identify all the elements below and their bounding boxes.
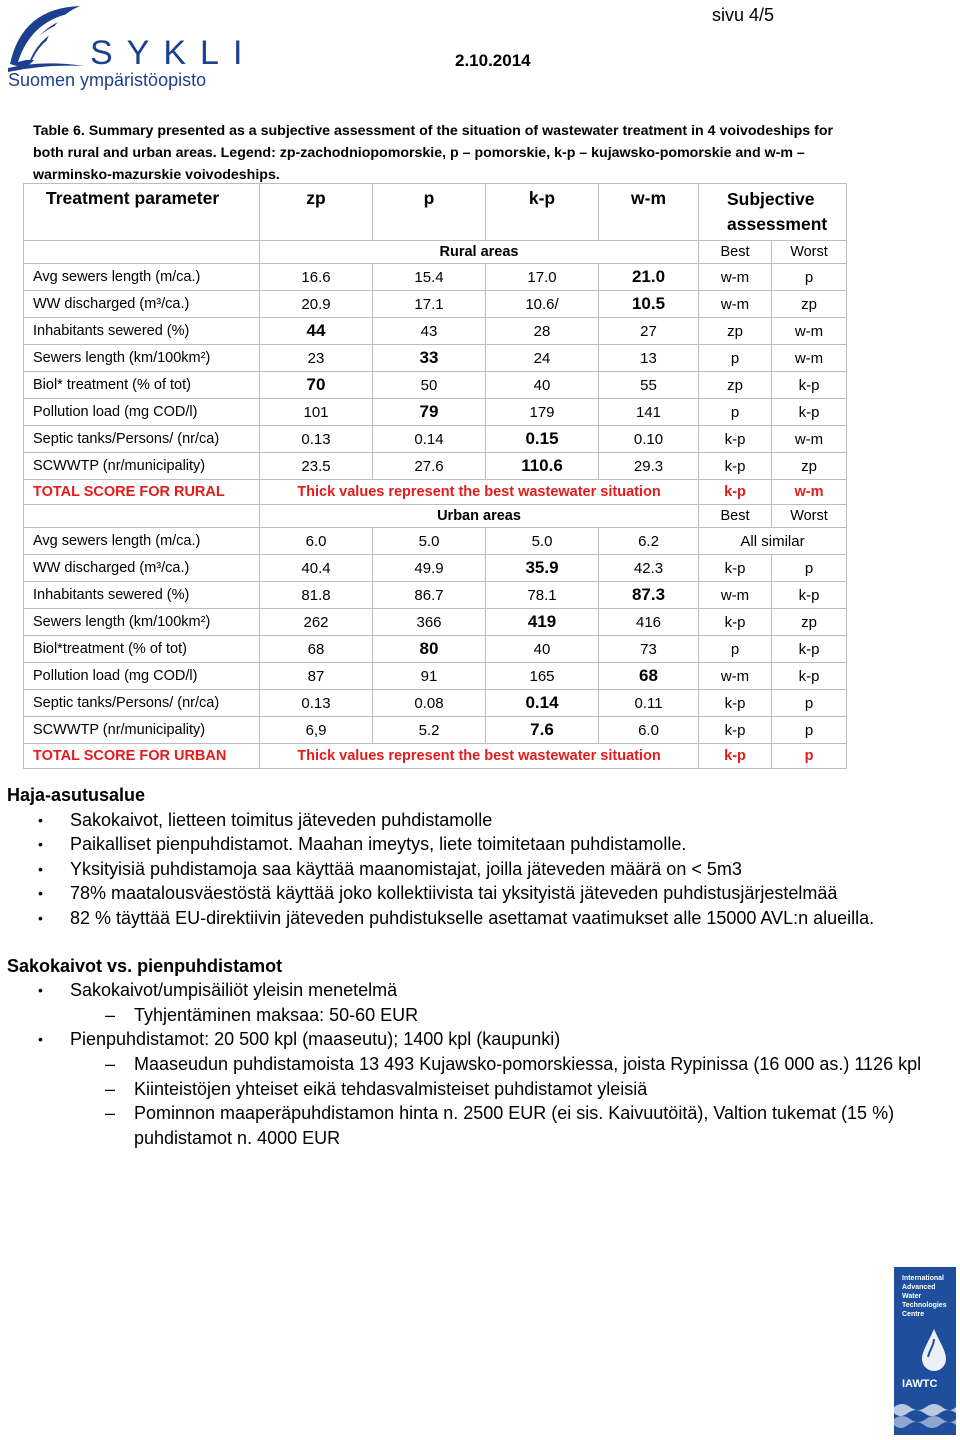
urban-cell-zp: 6.0 — [260, 528, 373, 555]
urban-section-row — [24, 505, 847, 528]
notes-body — [7, 783, 927, 1150]
rural-row-label: Pollution load (mg COD/l) — [24, 399, 260, 426]
table-row — [24, 555, 847, 582]
rural-cell-zp: 16.6 — [260, 264, 373, 291]
bullet-list — [7, 978, 927, 1150]
rural-cell-zp: 0.13 — [260, 426, 373, 453]
urban-total-row — [24, 744, 847, 769]
urban-total-worst: p — [772, 744, 847, 769]
rural-cell-kp: 24 — [486, 345, 599, 372]
urban-row-label: Septic tanks/Persons/ (nr/ca) — [24, 690, 260, 717]
rural-best: zp — [699, 318, 772, 345]
urban-cell-wm: 0.11 — [599, 690, 699, 717]
urban-cell-zp: 40.4 — [260, 555, 373, 582]
urban-cell-kp: 0.14 — [486, 690, 599, 717]
rural-best: p — [699, 399, 772, 426]
urban-worst: zp — [772, 609, 847, 636]
urban-cell-wm: 42.3 — [599, 555, 699, 582]
rural-best: k-p — [699, 453, 772, 480]
urban-cell-p: 366 — [373, 609, 486, 636]
rural-cell-kp: 40 — [486, 372, 599, 399]
header-subjective-assessment: Subjective assessment — [699, 184, 847, 241]
table-row — [24, 582, 847, 609]
iawtc-logo — [894, 1267, 956, 1435]
table-row — [24, 609, 847, 636]
urban-row-label: Biol*treatment (% of tot) — [24, 636, 260, 663]
header-p: p — [373, 184, 486, 241]
table-row — [24, 318, 847, 345]
urban-row-label: Avg sewers length (m/ca.) — [24, 528, 260, 555]
urban-best: k-p — [699, 717, 772, 744]
badge-line-5: Centre — [902, 1311, 925, 1318]
urban-section-blank — [24, 505, 260, 528]
rural-cell-wm: 55 — [599, 372, 699, 399]
urban-cell-zp: 87 — [260, 663, 373, 690]
list-item: – Kiinteistöjen yhteiset eikä tehdasvalmisteiset puhdistamot yleisiä — [7, 1077, 927, 1102]
urban-cell-kp: 5.0 — [486, 528, 599, 555]
urban-worst: p — [772, 690, 847, 717]
rural-best: w-m — [699, 264, 772, 291]
rural-worst: zp — [772, 453, 847, 480]
rural-cell-wm: 10.5 — [599, 291, 699, 318]
rural-total-note: Thick values represent the best wastewater situation — [260, 480, 699, 505]
urban-worst: k-p — [772, 636, 847, 663]
table-row — [24, 528, 847, 555]
table-caption: Table 6. Summary presented as a subjective assessment of the situation of wastewater treatment in 4 voivodeships for both rural and urban areas. Legend: zp-zachodniopomorskie, p – pomorskie, k-p – kujawsko-pomorskie and w-m – warminsko-mazurskie voivodeships. — [33, 123, 834, 183]
urban-total-label: TOTAL SCORE FOR URBAN — [24, 744, 260, 769]
urban-row-label: Inhabitants sewered (%) — [24, 582, 260, 609]
rural-row-label: Septic tanks/Persons/ (nr/ca) — [24, 426, 260, 453]
rural-cell-kp: 10.6/ — [486, 291, 599, 318]
urban-best: w-m — [699, 582, 772, 609]
urban-row-label: Sewers length (km/100km²) — [24, 609, 260, 636]
rural-worst: w-m — [772, 426, 847, 453]
urban-total-note: Thick values represent the best wastewater situation — [260, 744, 699, 769]
rural-worst: w-m — [772, 345, 847, 372]
rural-cell-p: 50 — [373, 372, 486, 399]
section-heading: Haja-asutusalue — [7, 785, 146, 805]
urban-best: w-m — [699, 663, 772, 690]
logo-wordmark: SYKLI — [90, 34, 257, 72]
urban-row-label: SCWWTP (nr/municipality) — [24, 717, 260, 744]
urban-cell-kp: 7.6 — [486, 717, 599, 744]
document-date: 2.10.2014 — [455, 51, 531, 70]
urban-cell-p: 91 — [373, 663, 486, 690]
urban-cell-wm: 87.3 — [599, 582, 699, 609]
list-item: • Yksityisiä puhdistamoja saa käyttää maanomistajat, joilla jäteveden määrä on < 5m3 — [7, 857, 927, 882]
urban-cell-p: 80 — [373, 636, 486, 663]
table-row — [24, 426, 847, 453]
rural-total-best: k-p — [699, 480, 772, 505]
badge-line-2: Advanced — [902, 1284, 936, 1291]
rural-row-label: SCWWTP (nr/municipality) — [24, 453, 260, 480]
urban-worst: p — [772, 555, 847, 582]
rural-cell-p: 43 — [373, 318, 486, 345]
urban-cell-zp: 0.13 — [260, 690, 373, 717]
table-row — [24, 663, 847, 690]
rural-worst: p — [772, 264, 847, 291]
rural-row-label: WW discharged (m³/ca.) — [24, 291, 260, 318]
urban-best: k-p — [699, 690, 772, 717]
rural-best: p — [699, 345, 772, 372]
rural-cell-kp: 28 — [486, 318, 599, 345]
urban-best: k-p — [699, 609, 772, 636]
badge-line-1: International — [902, 1275, 945, 1282]
rural-best-header: Best — [699, 241, 772, 264]
urban-worst: k-p — [772, 582, 847, 609]
urban-cell-wm: 6.2 — [599, 528, 699, 555]
urban-cell-kp: 419 — [486, 609, 599, 636]
rural-cell-zp: 23 — [260, 345, 373, 372]
rural-worst-header: Worst — [772, 241, 847, 264]
table-row — [24, 399, 847, 426]
table-row — [24, 690, 847, 717]
urban-cell-kp: 40 — [486, 636, 599, 663]
bullet-list — [7, 808, 927, 931]
section-heading: Sakokaivot vs. pienpuhdistamot — [7, 955, 283, 976]
badge-acronym: IAWTC — [902, 1378, 938, 1390]
urban-cell-p: 86.7 — [373, 582, 486, 609]
page-number: sivu 4/5 — [712, 5, 775, 25]
badge-line-3: Water — [902, 1293, 922, 1300]
table-row — [24, 345, 847, 372]
rural-total-worst: w-m — [772, 480, 847, 505]
table-row — [24, 636, 847, 663]
table-row — [24, 372, 847, 399]
header-treatment-parameter: Treatment parameter — [24, 184, 260, 241]
urban-cell-wm: 68 — [599, 663, 699, 690]
rural-cell-wm: 0.10 — [599, 426, 699, 453]
header-kp: k-p — [486, 184, 599, 241]
urban-cell-kp: 165 — [486, 663, 599, 690]
list-item: • Pienpuhdistamot: 20 500 kpl (maaseutu); 1400 kpl (kaupunki) — [7, 1027, 927, 1052]
header-zp: zp — [260, 184, 373, 241]
urban-cell-p: 49.9 — [373, 555, 486, 582]
logo-subtitle: Suomen ympäristöopisto — [8, 70, 207, 90]
list-item: • 78% maatalousväestöstä käyttää joko kollektiivista tai yksityistä jäteveden puhdistusjärjestelmää — [7, 881, 927, 906]
rural-cell-zp: 70 — [260, 372, 373, 399]
urban-section-title: Urban areas — [260, 505, 699, 528]
urban-cell-kp: 35.9 — [486, 555, 599, 582]
list-item: • Paikalliset pienpuhdistamot. Maahan imeytys, liete toimitetaan puhdistamolle. — [7, 832, 927, 857]
urban-cell-wm: 416 — [599, 609, 699, 636]
urban-cell-zp: 262 — [260, 609, 373, 636]
urban-cell-zp: 81.8 — [260, 582, 373, 609]
table-row — [24, 453, 847, 480]
urban-cell-zp: 6,9 — [260, 717, 373, 744]
urban-cell-p: 5.2 — [373, 717, 486, 744]
urban-worst: k-p — [772, 663, 847, 690]
table-row — [24, 291, 847, 318]
rural-cell-wm: 29.3 — [599, 453, 699, 480]
rural-worst: k-p — [772, 399, 847, 426]
rural-cell-p: 17.1 — [373, 291, 486, 318]
rural-best: w-m — [699, 291, 772, 318]
rural-cell-p: 79 — [373, 399, 486, 426]
urban-cell-zp: 68 — [260, 636, 373, 663]
list-item: • Sakokaivot/umpisäiliöt yleisin menetelmä — [7, 978, 927, 1003]
list-item: • Sakokaivot, lietteen toimitus jäteveden puhdistamolle — [7, 808, 927, 833]
rural-cell-p: 27.6 — [373, 453, 486, 480]
rural-row-label: Inhabitants sewered (%) — [24, 318, 260, 345]
rural-cell-zp: 20.9 — [260, 291, 373, 318]
rural-cell-zp: 101 — [260, 399, 373, 426]
urban-cell-wm: 73 — [599, 636, 699, 663]
urban-cell-wm: 6.0 — [599, 717, 699, 744]
urban-worst-header: Worst — [772, 505, 847, 528]
urban-total-best: k-p — [699, 744, 772, 769]
badge-line-4: Technologies — [902, 1302, 947, 1309]
header-wm: w-m — [599, 184, 699, 241]
urban-cell-kp: 78.1 — [486, 582, 599, 609]
table-header-row — [24, 184, 847, 241]
rural-row-label: Biol* treatment (% of tot) — [24, 372, 260, 399]
rural-worst: w-m — [772, 318, 847, 345]
rural-cell-wm: 27 — [599, 318, 699, 345]
urban-assessment: All similar — [699, 528, 847, 555]
list-item: • 82 % täyttää EU-direktiivin jäteveden puhdistukselle asettamat vaatimukset alle 15000 AVL:n alueilla. — [7, 906, 927, 931]
rural-cell-p: 15.4 — [373, 264, 486, 291]
rural-cell-kp: 17.0 — [486, 264, 599, 291]
rural-best: k-p — [699, 426, 772, 453]
rural-worst: zp — [772, 291, 847, 318]
rural-section-title: Rural areas — [260, 241, 699, 264]
rural-cell-p: 33 — [373, 345, 486, 372]
urban-worst: p — [772, 717, 847, 744]
rural-section-row — [24, 241, 847, 264]
rural-cell-kp: 0.15 — [486, 426, 599, 453]
rural-row-label: Avg sewers length (m/ca.) — [24, 264, 260, 291]
rural-total-row — [24, 480, 847, 505]
list-item: – Pominnon maaperäpuhdistamon hinta n. 2500 EUR (ei sis. Kaivuutöitä), Valtion tukemat (15 %) puhdistamot n. 4000 EUR — [7, 1101, 927, 1150]
urban-best: k-p — [699, 555, 772, 582]
rural-cell-kp: 179 — [486, 399, 599, 426]
rural-best: zp — [699, 372, 772, 399]
urban-best-header: Best — [699, 505, 772, 528]
rural-cell-wm: 141 — [599, 399, 699, 426]
rural-cell-zp: 44 — [260, 318, 373, 345]
urban-cell-p: 0.08 — [373, 690, 486, 717]
rural-cell-wm: 21.0 — [599, 264, 699, 291]
rural-cell-kp: 110.6 — [486, 453, 599, 480]
list-item: – Tyhjentäminen maksaa: 50-60 EUR — [7, 1003, 927, 1028]
rural-cell-wm: 13 — [599, 345, 699, 372]
urban-row-label: Pollution load (mg COD/l) — [24, 663, 260, 690]
rural-row-label: Sewers length (km/100km²) — [24, 345, 260, 372]
rural-cell-p: 0.14 — [373, 426, 486, 453]
rural-total-label: TOTAL SCORE FOR RURAL — [24, 480, 260, 505]
urban-row-label: WW discharged (m³/ca.) — [24, 555, 260, 582]
urban-cell-p: 5.0 — [373, 528, 486, 555]
list-item: – Maaseudun puhdistamoista 13 493 Kujawsko-pomorskiessa, joista Rypinissa (16 000 as.) 1126 kpl — [7, 1052, 927, 1077]
table-row — [24, 717, 847, 744]
rural-cell-zp: 23.5 — [260, 453, 373, 480]
rural-worst: k-p — [772, 372, 847, 399]
wastewater-summary-table — [23, 183, 847, 769]
urban-best: p — [699, 636, 772, 663]
rural-section-blank — [24, 241, 260, 264]
table-row — [24, 264, 847, 291]
